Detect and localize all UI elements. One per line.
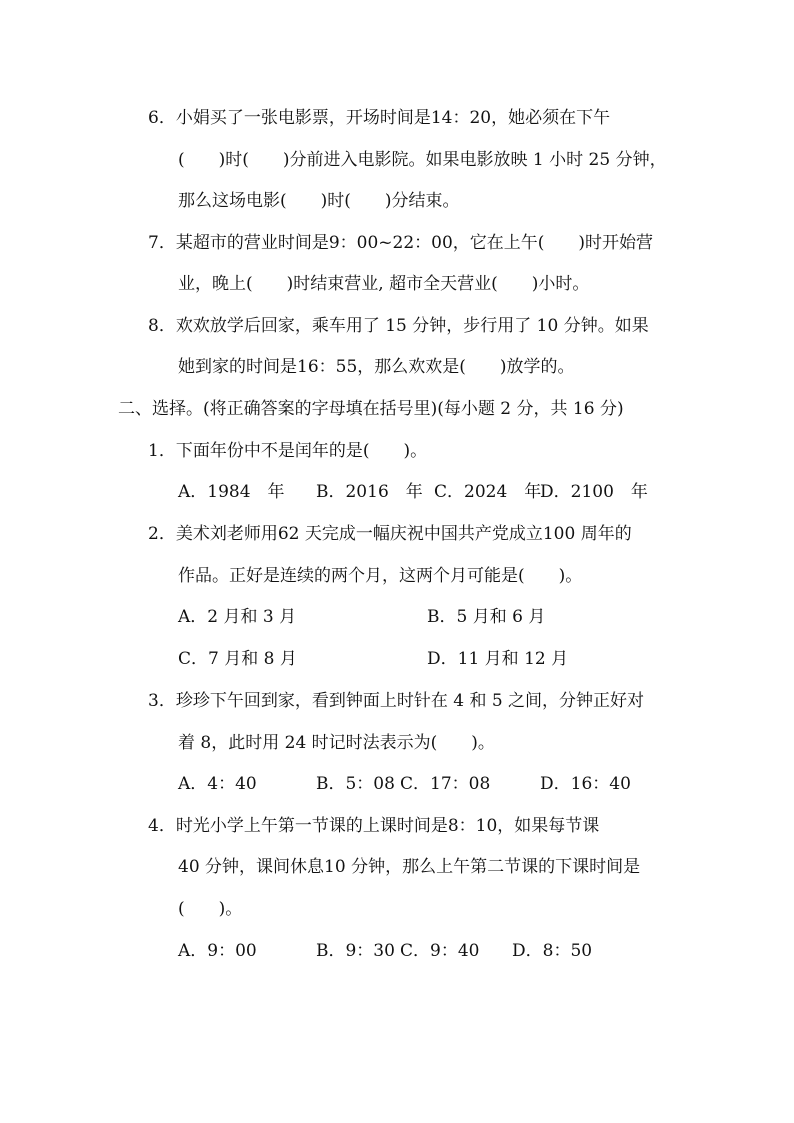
s2-q4-option-d: D．8：50 xyxy=(512,941,593,961)
s2-q3-option-b: B．5：08 xyxy=(316,774,395,794)
q6-line-1: 6．小娟买了一张电影票，开场时间是14：20，她必须在下午 xyxy=(148,108,611,128)
s2-q3-stem-1: 3．珍珍下午回到家，看到钟面上时针在 4 和 5 之间，分钟正好对 xyxy=(148,691,645,711)
q6-line-2: ( )时( )分前进入电影院。如果电影放映 1 小时 25 分钟， xyxy=(178,150,667,170)
s2-q1-option-a: A．1984 年 xyxy=(178,482,285,502)
s2-q2-stem-1: 2．美术刘老师用62 天完成一幅庆祝中国共产党成立100 周年的 xyxy=(148,524,632,544)
s2-q1-stem: 1．下面年份中不是闰年的是( )。 xyxy=(148,441,428,461)
s2-q4-option-a: A．9：00 xyxy=(178,941,257,961)
s2-q4-stem-3: ( )。 xyxy=(178,899,243,919)
s2-q3-option-d: D．16：40 xyxy=(540,774,631,794)
s2-q2-option-d: D．11 月和 12 月 xyxy=(427,649,569,669)
s2-q2-stem-2: 作品。正好是连续的两个月，这两个月可能是( )。 xyxy=(178,566,583,586)
s2-q3-option-a: A．4：40 xyxy=(178,774,257,794)
q7-line-2: 业，晚上( )时结束营业, 超市全天营业( )小时。 xyxy=(178,274,590,294)
s2-q4-option-c: C．9：40 xyxy=(400,941,480,961)
q8-line-2: 她到家的时间是16：55，那么欢欢是( )放学的。 xyxy=(178,357,575,377)
s2-q4-option-b: B．9：30 xyxy=(316,941,395,961)
section-heading: 二、选择。(将正确答案的字母填在括号里)(每小题 2 分，共 16 分) xyxy=(118,399,624,419)
s2-q3-option-c: C．17：08 xyxy=(400,774,491,794)
s2-q1-option-c: C．2024 年 xyxy=(434,482,542,502)
s2-q4-stem-2: 40 分钟，课间休息10 分钟，那么上午第二节课的下课时间是 xyxy=(178,857,641,877)
s2-q2-option-b: B．5 月和 6 月 xyxy=(427,607,546,627)
s2-q2-option-c: C．7 月和 8 月 xyxy=(178,649,297,669)
q8-line-1: 8．欢欢放学后回家，乘车用了 15 分钟，步行用了 10 分钟。如果 xyxy=(148,316,649,336)
s2-q1-option-b: B．2016 年 xyxy=(316,482,423,502)
s2-q1-option-d: D．2100 年 xyxy=(540,482,648,502)
q7-line-1: 7．某超市的营业时间是9：00~22：00，它在上午( )时开始营 xyxy=(148,233,654,253)
s2-q4-stem-1: 4．时光小学上午第一节课的上课时间是8：10，如果每节课 xyxy=(148,816,600,836)
q6-line-3: 那么这场电影( )时( )分结束。 xyxy=(178,191,460,211)
s2-q2-option-a: A．2 月和 3 月 xyxy=(178,607,297,627)
s2-q3-stem-2: 着 8，此时用 24 时记时法表示为( )。 xyxy=(178,733,495,753)
